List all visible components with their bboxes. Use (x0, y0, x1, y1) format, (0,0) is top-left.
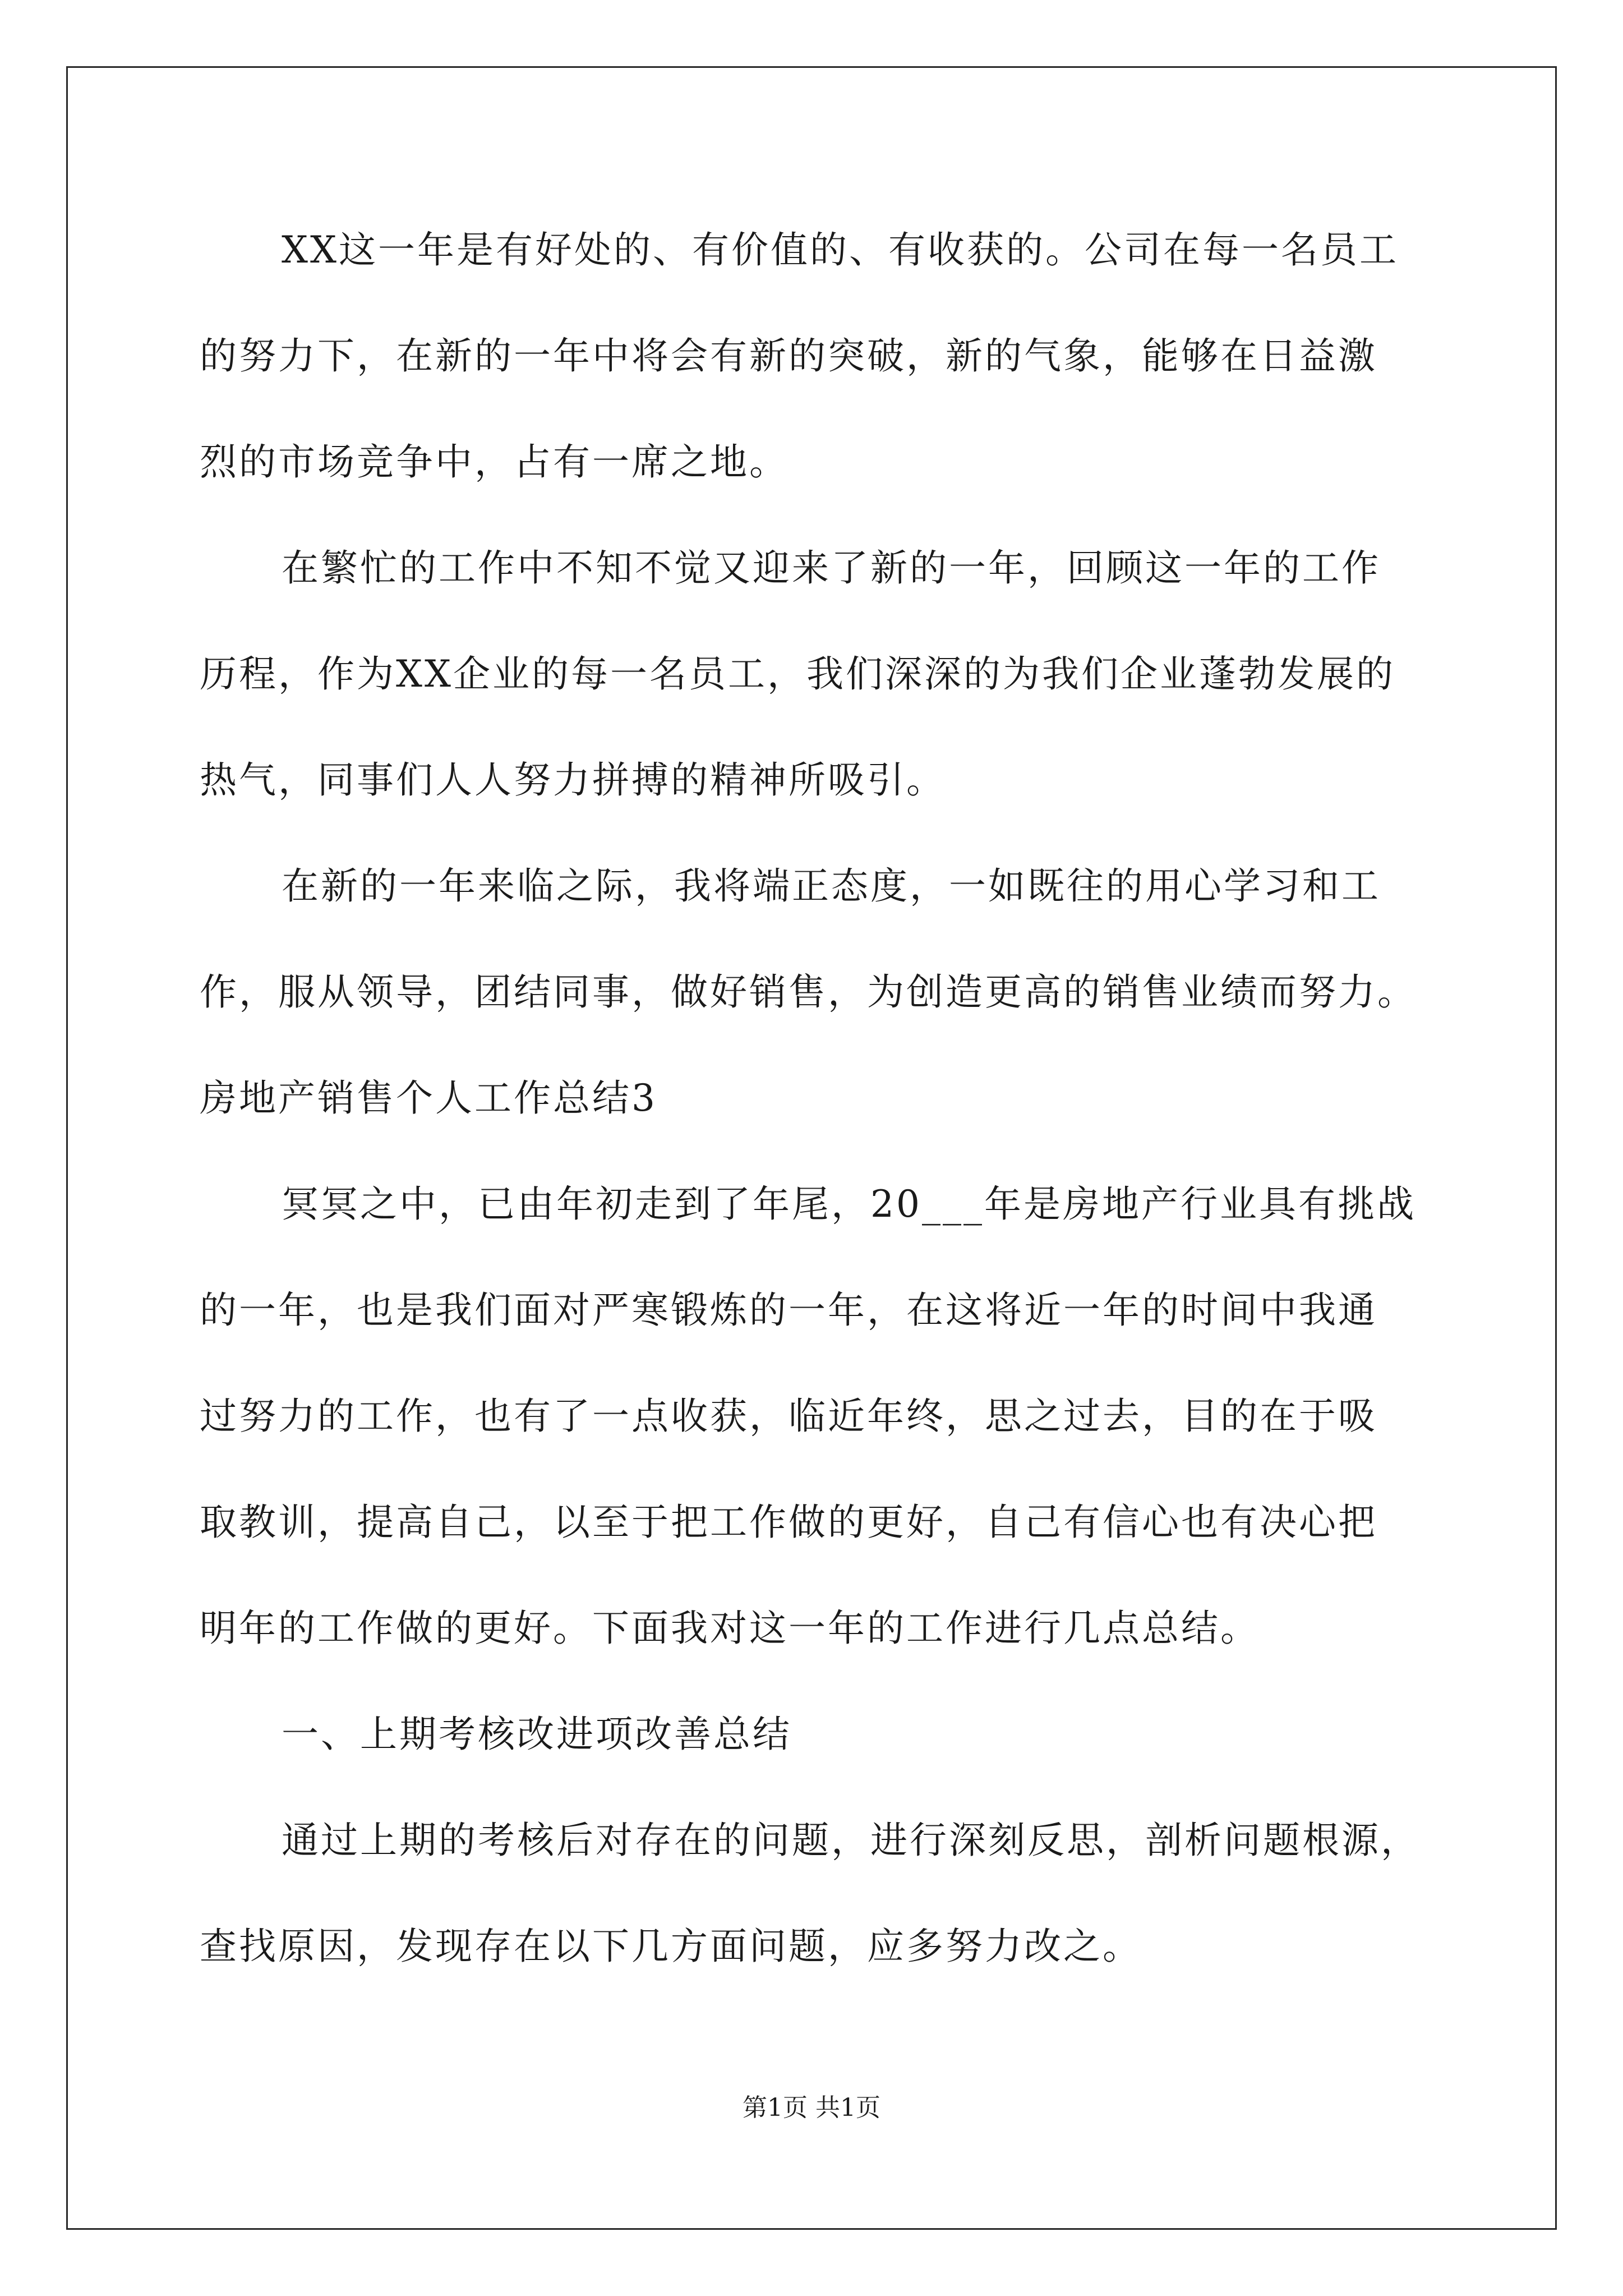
paragraph-2-line-1: 在繁忙的工作中不知不觉又迎来了新的一年，回顾这一年的工作 (282, 546, 1381, 590)
paragraph-4-line-2: 的一年，也是我们面对严寒锻炼的一年，在这将近一年的时间中我通 (200, 1289, 1377, 1332)
paragraph-3-line-1: 在新的一年来临之际，我将端正态度，一如既往的用心学习和工 (282, 864, 1381, 908)
page-border (66, 66, 1557, 2230)
paragraph-4-line-1: 冥冥之中，已由年初走到了年尾，20___年是房地产行业具有挑战 (282, 1182, 1416, 1226)
page-number-footer: 第1页 共1页 (743, 2093, 880, 2122)
paragraph-4-line-5: 明年的工作做的更好。下面我对这一年的工作进行几点总结。 (200, 1607, 1260, 1650)
subheading-1: 一、上期考核改进项改善总结 (282, 1713, 792, 1756)
paragraph-1-line-1: XX这一年是有好处的、有价值的、有收获的。公司在每一名员工 (282, 228, 1399, 272)
paragraph-5-line-2: 查找原因，发现存在以下几方面问题，应多努力改之。 (200, 1925, 1142, 1968)
paragraph-2-line-2: 历程，作为XX企业的每一名员工，我们深深的为我们企业蓬勃发展的 (200, 652, 1395, 696)
paragraph-3-line-2: 作，服从领导，团结同事，做好销售，为创造更高的销售业绩而努力。 (200, 970, 1417, 1014)
paragraph-4-line-3: 过努力的工作，也有了一点收获，临近年终，思之过去，目的在于吸 (200, 1395, 1377, 1438)
paragraph-2-line-3: 热气，同事们人人努力拼搏的精神所吸引。 (200, 758, 946, 802)
paragraph-1-line-2: 的努力下，在新的一年中将会有新的突破，新的气象，能够在日益激 (200, 334, 1377, 378)
paragraph-1-line-3: 烈的市场竞争中，占有一席之地。 (200, 440, 789, 484)
section-heading: 房地产销售个人工作总结3 (200, 1076, 657, 1120)
paragraph-5-line-1: 通过上期的考核后对存在的问题，进行深刻反思，剖析问题根源， (282, 1819, 1420, 1862)
paragraph-4-line-4: 取教训，提高自己，以至于把工作做的更好，自己有信心也有决心把 (200, 1501, 1377, 1544)
